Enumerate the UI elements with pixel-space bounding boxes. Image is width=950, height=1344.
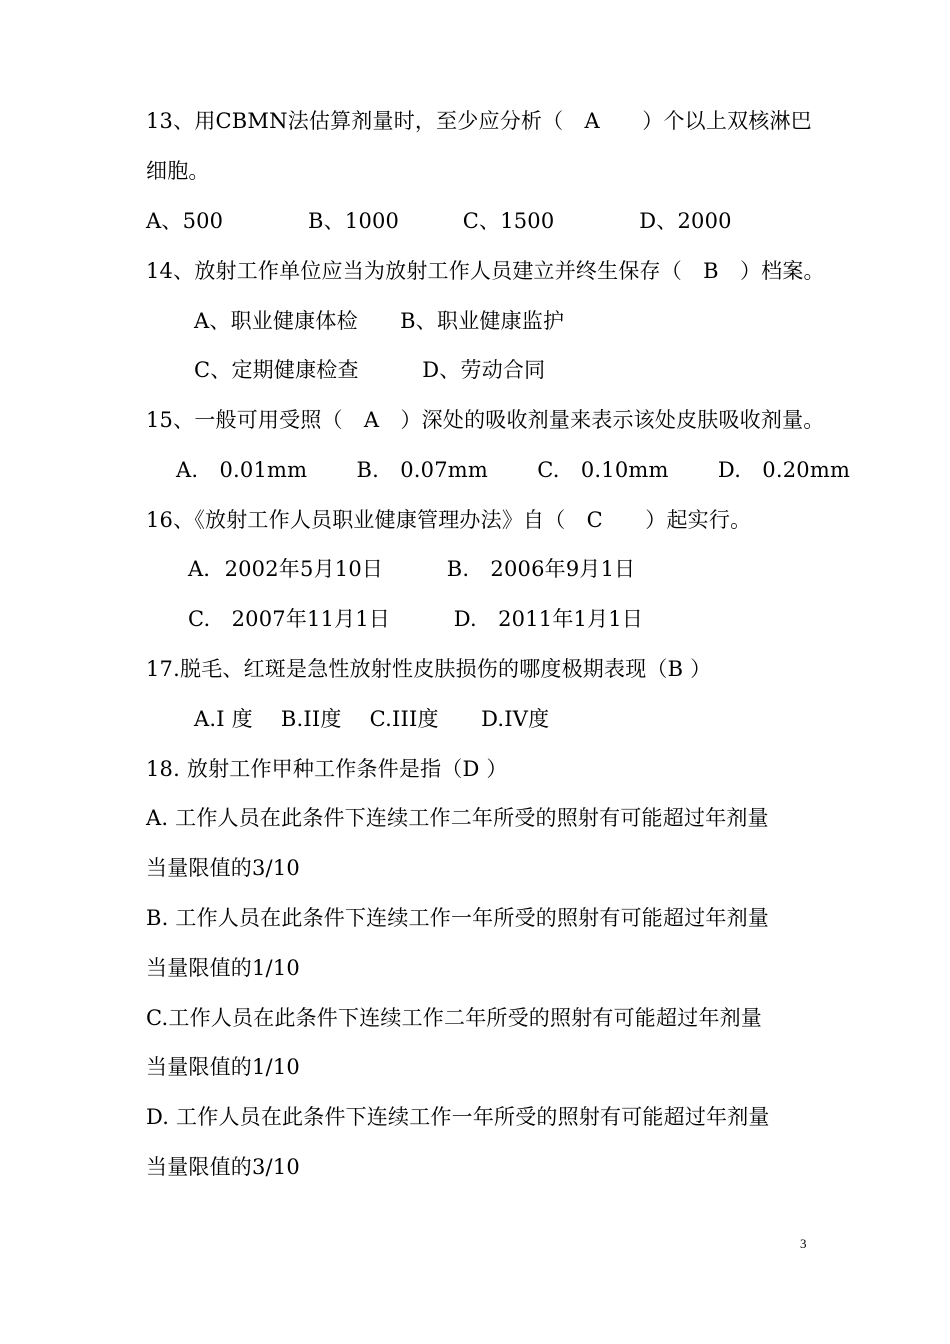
q18-option-a-line1: A. 工作人员在此条件下连续工作二年所受的照射有可能超过年剂量: [146, 806, 769, 830]
q15-stem: 15、一般可用受照（ A ）深处的吸收剂量来表示该处皮肤吸收剂量。: [146, 408, 825, 432]
page-number: 3: [800, 1236, 807, 1251]
q18-stem: 18. 放射工作甲种工作条件是指（D ）: [146, 757, 508, 781]
q18-option-c-line2: 当量限值的1/10: [146, 1055, 300, 1079]
q13-stem-line2: 细胞。: [146, 159, 210, 183]
q14-stem: 14、放射工作单位应当为放射工作人员建立并终生保存（ B ）档案。: [146, 259, 825, 283]
q18-option-d-line2: 当量限值的3/10: [146, 1155, 300, 1179]
q15-options: A. 0.01mm B. 0.07mm C. 0.10mm D. 0.20mm: [176, 458, 851, 482]
q14-options-ab: A、职业健康体检 B、职业健康监护: [194, 309, 565, 333]
q17-stem: 17.脱毛、红斑是急性放射性皮肤损伤的哪度极期表现（B ）: [146, 657, 712, 681]
q14-options-cd: C、定期健康检查 D、劳动合同: [194, 358, 546, 382]
q18-option-a-line2: 当量限值的3/10: [146, 856, 300, 880]
q13-options: A、500 B、1000 C、1500 D、2000: [146, 209, 732, 233]
q18-option-b-line1: B. 工作人员在此条件下连续工作一年所受的照射有可能超过年剂量: [146, 906, 769, 930]
q16-options-ab: A．2002年5月10日 B. 2006年9月1日: [188, 557, 636, 581]
q18-option-b-line2: 当量限值的1/10: [146, 956, 300, 980]
q18-option-d-line1: D. 工作人员在此条件下连续工作一年所受的照射有可能超过年剂量: [146, 1105, 770, 1129]
q16-stem: 16、《放射工作人员职业健康管理办法》自（ C ）起实行。: [146, 508, 752, 532]
q17-options: A.I 度 B.II度 C.III度 D.IV度: [194, 707, 550, 731]
q13-stem-line1: 13、用CBMN法估算剂量时，至少应分析（ A ）个以上双核淋巴: [146, 109, 812, 133]
q18-option-c-line1: C.工作人员在此条件下连续工作二年所受的照射有可能超过年剂量: [146, 1006, 762, 1030]
q16-options-cd: C. 2007年11月1日 D. 2011年1月1日: [188, 607, 644, 631]
